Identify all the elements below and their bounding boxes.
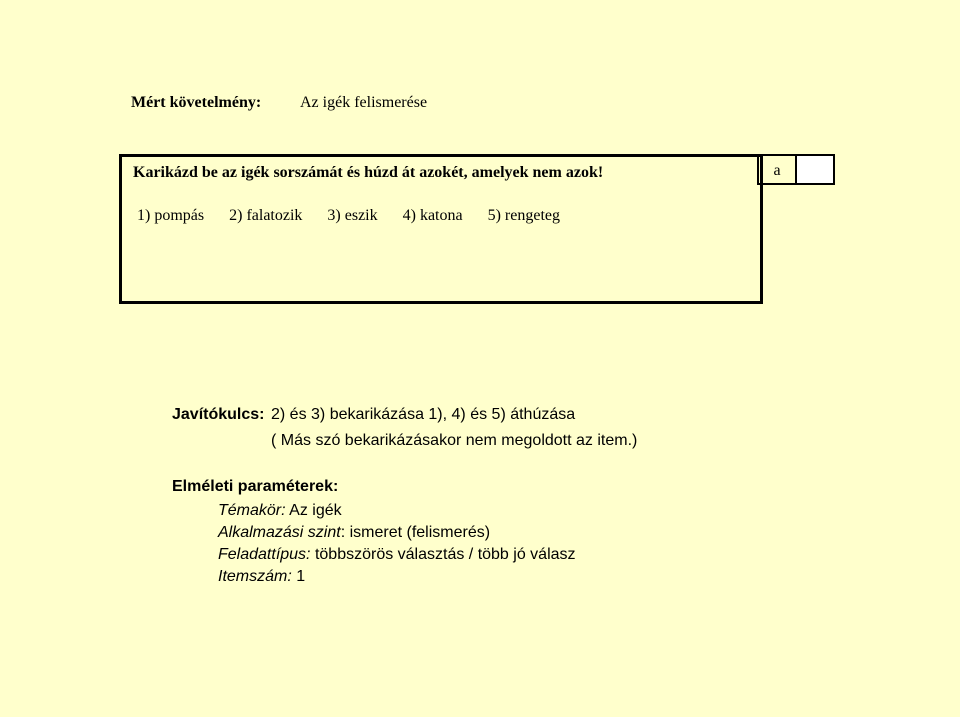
task-items xyxy=(137,207,560,225)
parameter-value: 1 xyxy=(291,568,306,585)
parameter-label: Alkalmazási szint xyxy=(218,524,341,541)
parameter-value: : ismeret (felismerés) xyxy=(340,524,491,541)
parameter-label: Témakör: xyxy=(218,502,286,519)
task-item: 1) pompás xyxy=(137,207,205,224)
requirement-value: Az igék felismerése xyxy=(300,94,428,111)
parameter-topic xyxy=(218,502,342,520)
parameter-label: Feladattípus: xyxy=(218,546,311,563)
task-item: 2) falatozik xyxy=(229,207,303,224)
requirement-label: Mért követelmény: xyxy=(131,94,262,111)
parameter-value: többszörös választás / több jó válasz xyxy=(310,546,576,563)
parameter-item-number xyxy=(218,568,305,586)
answer-key-note: ( Más szó bekarikázásakor nem megoldott az item.) xyxy=(271,432,638,449)
task-instruction: Karikázd be az igék sorszámát és húzd át azokét, amelyek nem azok! xyxy=(133,164,604,181)
parameters-title: Elméleti paraméterek: xyxy=(172,478,339,495)
parameter-label: Itemszám: xyxy=(218,568,292,585)
task-item: 4) katona xyxy=(402,207,463,224)
task-item: 3) eszik xyxy=(327,207,378,224)
parameter-level xyxy=(218,524,490,542)
parameter-type xyxy=(218,546,576,564)
score-label-box: a xyxy=(757,154,795,185)
parameter-value: Az igék xyxy=(285,502,342,519)
score-entry-box[interactable] xyxy=(795,154,835,185)
answer-key-label: Javítókulcs: xyxy=(172,406,265,423)
task-item: 5) rengeteg xyxy=(487,207,560,224)
answer-key-value: 2) és 3) bekarikázása 1), 4) és 5) áthúzása xyxy=(271,406,576,423)
